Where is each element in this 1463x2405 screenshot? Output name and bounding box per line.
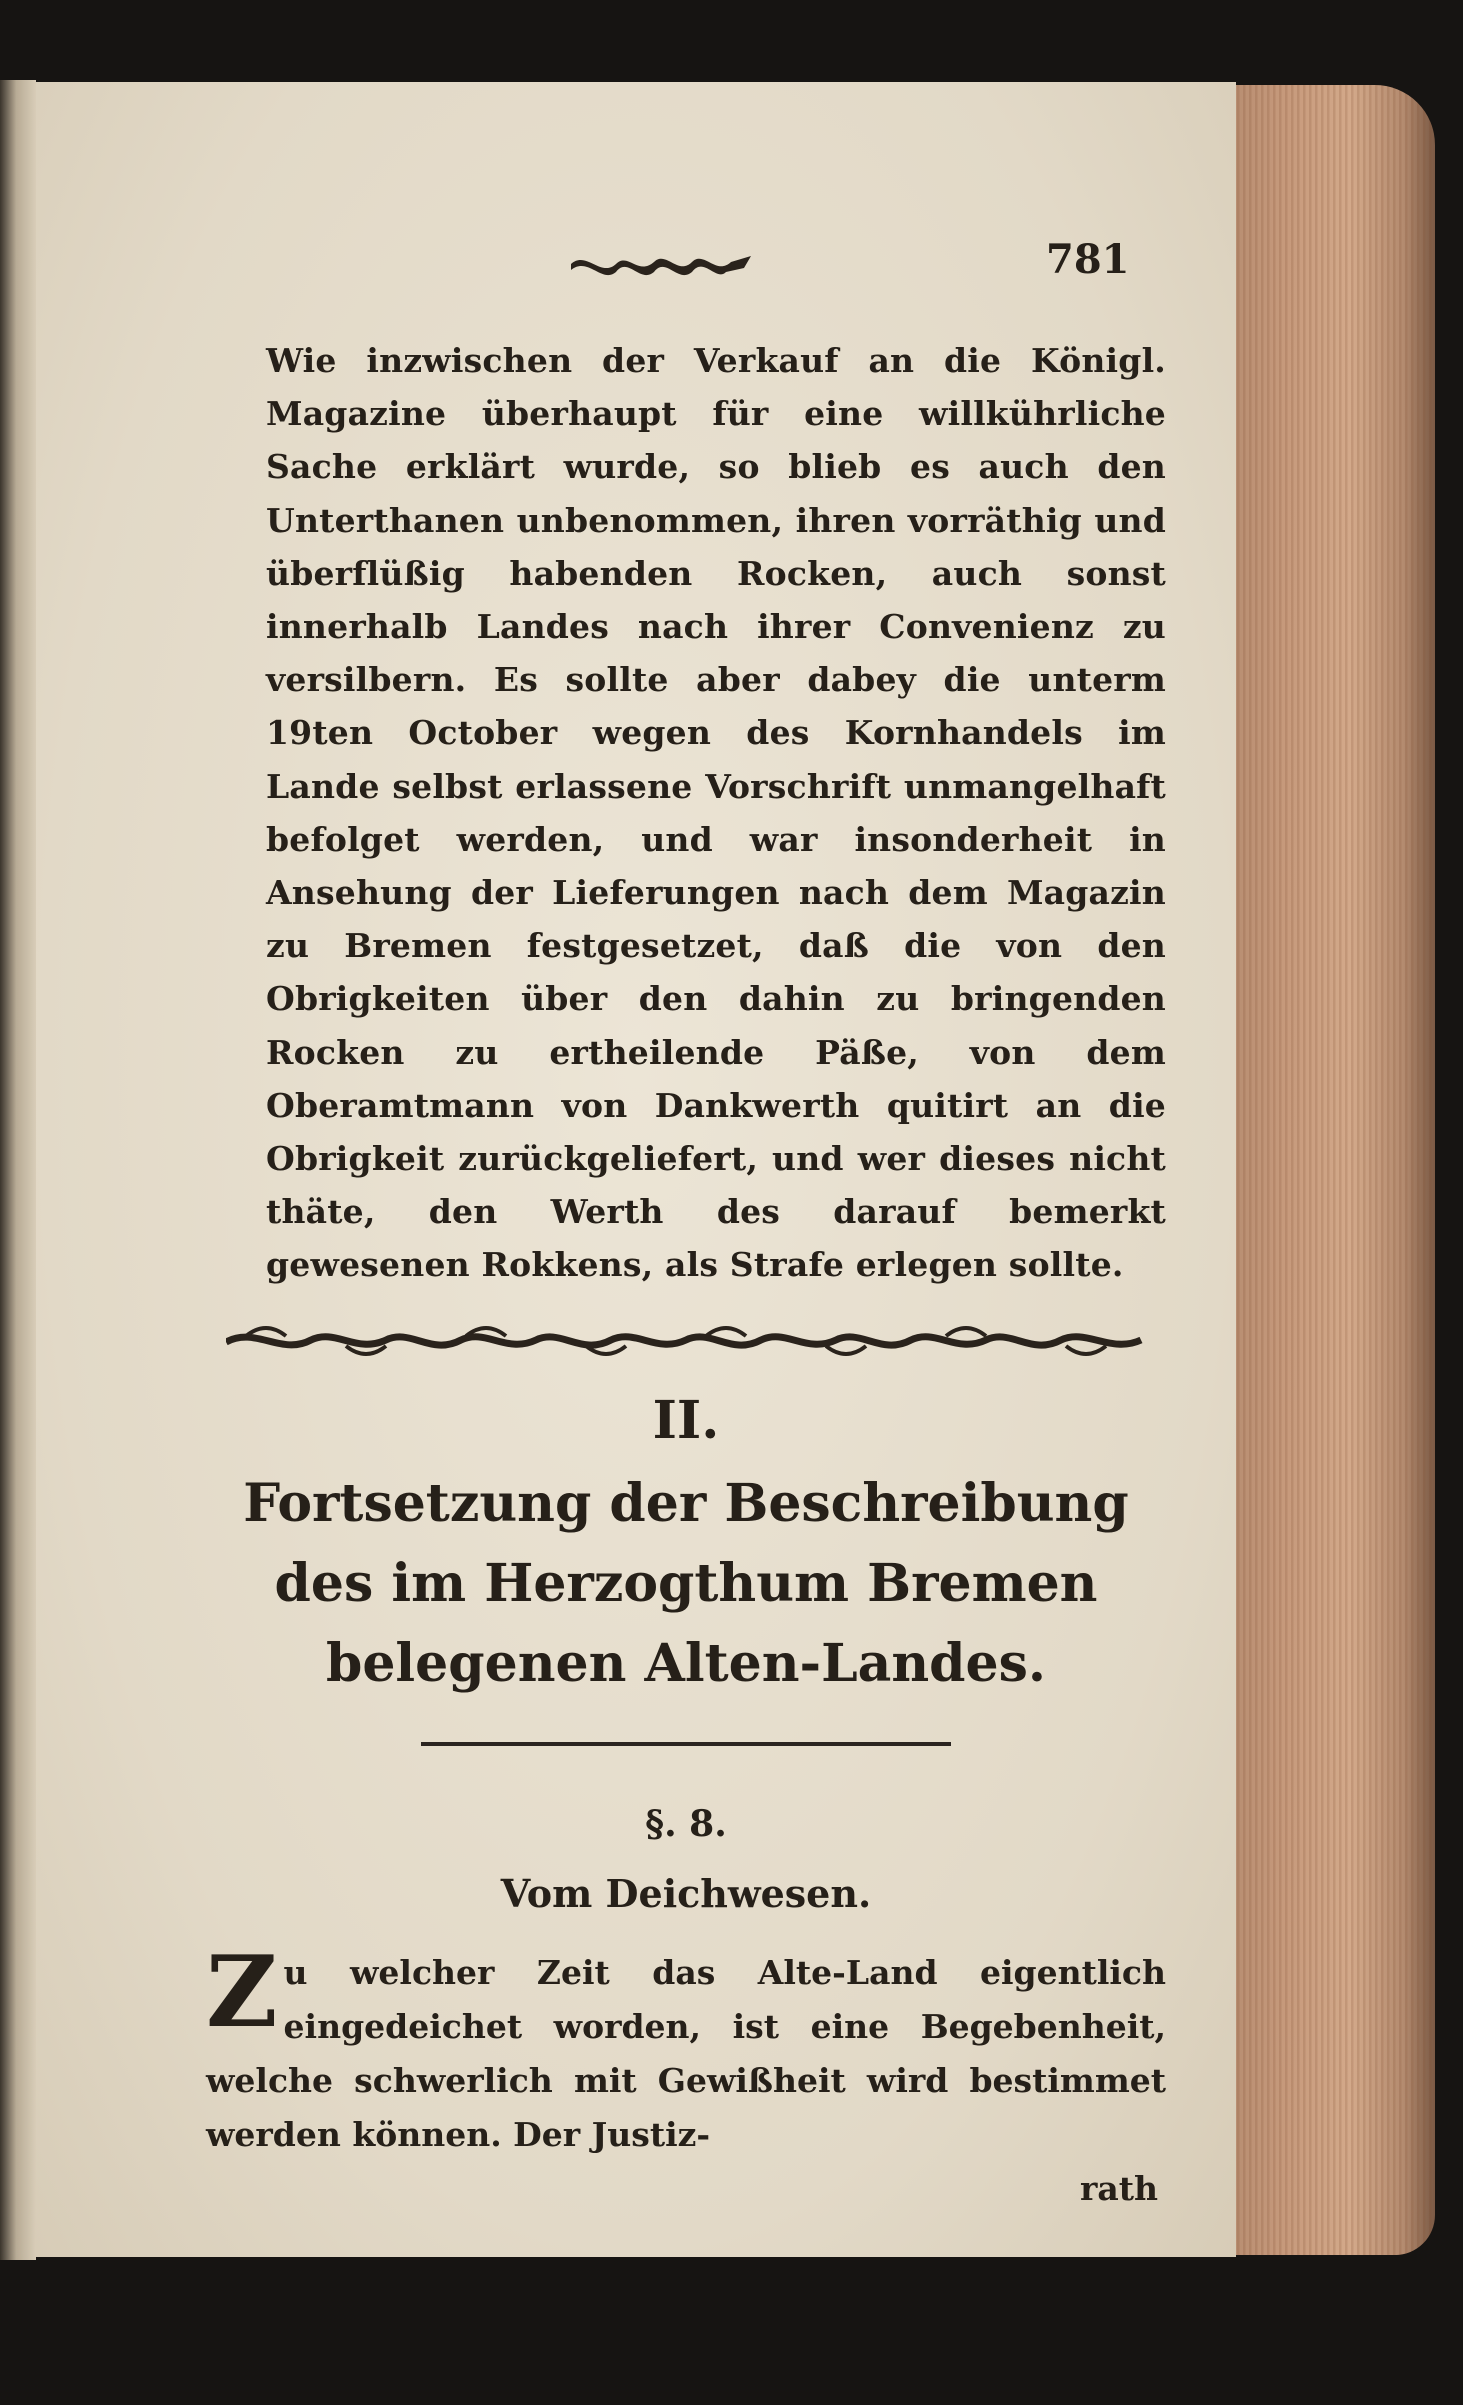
page-content xyxy=(206,222,1166,2216)
adjacent-page-edge xyxy=(0,80,36,2260)
book-page xyxy=(36,82,1236,2257)
section-title: Fortsetzung der Beschreibung des im Herzogthum Bremen belegenen Alten-Landes. xyxy=(243,1472,1129,1694)
catchword: rath xyxy=(1079,2168,1158,2208)
horizontal-rule xyxy=(421,1742,951,1746)
subsection-title: Vom Deichwesen. xyxy=(500,1870,872,1916)
section-divider-ornament xyxy=(226,1316,1146,1366)
page-number: 781 xyxy=(1046,236,1130,283)
book-fore-edge xyxy=(1225,85,1435,2255)
paragraph-number: §. 8. xyxy=(645,1802,727,1845)
section-number: II. xyxy=(652,1389,720,1451)
paragraph-magazine-sales: Wie inzwischen der Verkauf an die Königl. Magazine überhaupt für eine willkührliche Sache erklärt wurde, so blieb es auch den Unterthanen unbenommen, ihren vorräthig und überflüßig habenden Rocken, auch sonst innerhalb Landes nach ihrer Convenienz zu versilbern. Es sollte aber dabey die unterm 19ten October wegen des Kornhandels im Lande selbst erlassene Vorschrift unmangelhaft befolget werden, und war insonderheit in Ansehung der Lieferungen nach dem Magazin zu Bremen festgesetzet, daß die von den Obrigkeiten über den dahin zu bringenden Rocken zu ertheilende Päße, von dem Oberamtmann von Dankwerth quitirt an die Obrigkeit zurückgeliefert, und wer dieses nicht thäte, den Werth des darauf bemerkt gewesenen Rokkens, als Strafe erlegen sollte. xyxy=(266,341,1166,1285)
drop-cap: Z xyxy=(206,1934,278,2050)
paragraph-dike-history xyxy=(206,1934,1166,2162)
page-header xyxy=(206,222,1166,312)
paragraph-text: u welcher Zeit das Alte-Land eigentlich eingedeichet worden, ist eine Begebenheit, welche schwerlich mit Gewißheit wird bestimmet werden können. Der Justiz- xyxy=(206,1952,1166,2154)
header-ornament xyxy=(566,242,756,287)
